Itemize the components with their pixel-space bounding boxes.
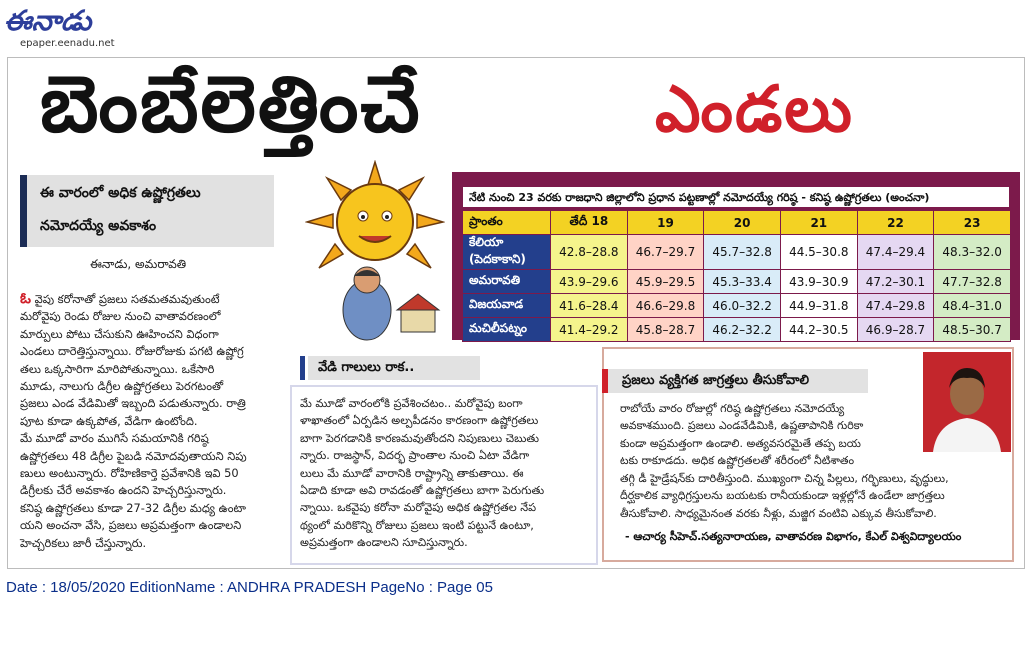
heat-wave-text: [300, 395, 592, 552]
right-line: తీసుకోవాలి. సాధ్యమైనంత వరకు నీళ్లు, మజ్జిగ వంటివి ఎక్కువ తీసుకోవాలి.: [620, 506, 937, 520]
temperature-table: [462, 210, 1011, 342]
left-first-line: [20, 290, 282, 308]
table-cell: 44.9–31.8: [780, 294, 857, 318]
header-date: 19: [627, 211, 704, 235]
heat-wave-tag: వేడి గాలులు రాక..: [308, 356, 480, 380]
table-cell: 46.7–29.7: [627, 235, 704, 270]
table-cell: 47.7–32.8: [934, 270, 1011, 294]
header-date: 21: [780, 211, 857, 235]
table-row: [463, 318, 1011, 342]
table-cell: 47.4–29.4: [857, 235, 934, 270]
mid-line: మే మూడో వారంలోకి ప్రవేశించటం.. మరోవైపు బంగా: [300, 397, 523, 410]
left-line: పూట కూడా ఉక్కపోత, వేడిగా ఉంటోంది.: [20, 413, 198, 428]
table-cell: 48.4–31.0: [934, 294, 1011, 318]
table-cell: 46.9–28.7: [857, 318, 934, 342]
row-place: కేలియా (పెదకాకాని): [463, 235, 551, 270]
left-line: హెచ్చరికలు జారీ చేస్తున్నారు.: [20, 535, 147, 550]
sun-illustration: [305, 160, 445, 350]
row-place: అమరావతి: [463, 270, 551, 294]
expert-signature: - ఆచార్య సీహెచ్‌.సత్యనారాయణ, వాతావరణ విభాగం, కేఎల్‌ విశ్వవిద్యాలయం: [625, 530, 962, 543]
mid-line: న్నారు. రాజస్థాన్, విదర్భ ప్రాంతాల నుంచి ఏటా వేడిగా: [300, 449, 530, 463]
left-line: ప్రజలు ఎండ వేడిమితో ఇబ్బంది పడుతున్నారు. రాత్రి: [20, 396, 246, 411]
row-place: విజయవాడ: [463, 294, 551, 318]
logo-text: ఈనాడు: [4, 4, 92, 36]
right-line: రాబోయే వారం రోజుల్లో గరిష్ఠ ఉష్ణోగ్రతలు నమోదయ్యే: [620, 402, 845, 415]
left-line: యని అంచనా వేసి, ప్రజలు అప్రమత్తంగా ఉండాలని: [20, 518, 242, 533]
mid-line: అప్రమత్తంగా ఉండాలని సూచిస్తున్నారు.: [300, 536, 468, 550]
right-line: కుండా అప్రమత్తంగా ఉండాలి. అత్యవసరమైతే తప్ప బయ: [620, 436, 861, 450]
table-cell: 44.5–30.8: [780, 235, 857, 270]
left-line: మార్పులు పోటు చేసుకుని ఊహించని విధంగా: [20, 326, 219, 341]
table-cell: 48.3–32.0: [934, 235, 1011, 270]
table-row: [463, 294, 1011, 318]
left-article-column: [20, 290, 282, 552]
edition-footer: Date : 18/05/2020 EditionName : ANDHRA PRADESH PageNo : Page 05: [6, 579, 493, 596]
table-header-row: [463, 211, 1011, 235]
sun-face-icon: [337, 184, 413, 260]
headline-red: ఎండలు: [655, 73, 854, 147]
table-cell: 43.9–30.9: [780, 270, 857, 294]
mid-line: బాగా పెరగడానికి కారణమవుతోందని నిపుణులు చెబుతు: [300, 431, 539, 445]
table-row: [463, 235, 1011, 270]
table-cell: 47.2–30.1: [857, 270, 934, 294]
table-row: [463, 270, 1011, 294]
header-date: 22: [857, 211, 934, 235]
mid-line: న్నాయి. ఒకవైపు కరోనా మరోవైపు అధిక ఉష్ణోగ్రతల నేప: [300, 501, 537, 515]
left-line: మరోవైపు రెండు రోజుల నుంచి వాతావరణంలో: [20, 309, 221, 324]
left-line: మే మూడో వారం ముగిసే సమయానికి గరిష్ఠ: [20, 431, 209, 446]
mid-line: లులు మే మూడో వారానికి రాష్ట్రాన్ని తాకుతాయి. ఈ: [300, 466, 524, 480]
headline-black: బెంబేలెత్తించే: [40, 60, 422, 150]
table-cell: 46.2–32.2: [704, 318, 781, 342]
table-cell: 41.4–29.2: [551, 318, 628, 342]
table-cell: 43.9–29.6: [551, 270, 628, 294]
left-first-line-text: వైపు కరోనాతో ప్రజలు సతమతమవుతుంటే: [30, 292, 220, 306]
mid-line: ఏడాది కూడా అవి రావడంతో ఉష్ణోగ్రతలు బాగా పెరుగుతు: [300, 484, 545, 498]
header-date: 23: [934, 211, 1011, 235]
expert-photo: [923, 352, 1011, 452]
table-cell: 47.4–29.8: [857, 294, 934, 318]
header-date: 20: [704, 211, 781, 235]
subhead-line-2: నమోదయ్యే అవకాశం: [40, 218, 157, 234]
right-line: అవకాశముంది. ప్రజలు ఎండవేడిమికి, ఉష్ణతాపానికి గురికా: [620, 419, 864, 433]
epaper-url: epaper.eenadu.net: [20, 38, 115, 49]
subhead-line-1: ఈ వారంలో అధిక ఉష్ణోగ్రతలు: [40, 185, 201, 201]
temperature-table-title: నేటి నుంచి 23 వరకు రాజధాని జిల్లాలోని ప్రధాన పట్టణాల్లో నమోదయ్యే గరిష్ఠ - కనిష్ఠ ఉష్ణోగ్రతలు (అంచనా): [462, 186, 1010, 208]
expert-advice-tag: ప్రజలు వ్యక్తిగత జాగ్రత్తలు తీసుకోవాలి: [608, 369, 868, 393]
byline: ఈనాడు, అమరావతి: [90, 257, 187, 271]
table-cell: 44.2–30.5: [780, 318, 857, 342]
left-line: డిగ్రీలకు చేరే అవకాశం ఉందని హెచ్చరిస్తున్నారు.: [20, 483, 227, 498]
table-cell: 46.6–29.8: [627, 294, 704, 318]
sweating-man-icon: [343, 267, 439, 340]
right-line: టకు రాకూడదు. అధిక ఉష్ణోగ్రతలతో శరీరంలో నీటిశాతం: [620, 454, 855, 468]
eenadu-logo: [2, 2, 137, 36]
table-cell: 48.5–30.7: [934, 318, 1011, 342]
left-line: తలు ఒక్కసారిగా మారిపోతున్నాయి. ఒకేసారి: [20, 361, 215, 376]
house-icon: [401, 310, 435, 332]
expert-advice-text: [620, 400, 920, 470]
left-line: కనిష్ఠ ఉష్ణోగ్రతలు కూడా 27-32 డిగ్రీల మధ్య ఉంటా: [20, 500, 246, 515]
mid-line: ళాఖాతంలో ఏర్పడిన అల్పపీడనం కారణంగా ఉష్ణోగ్రతలు: [300, 414, 539, 428]
table-cell: 45.3–33.4: [704, 270, 781, 294]
expert-advice-text-wide: [620, 470, 1000, 522]
heat-wave-tag-bar: [300, 356, 305, 380]
left-line: ఎండలు దారెత్తిస్తున్నాయి. రోజురోజుకు పగటి ఉష్ణోగ్ర: [20, 344, 244, 359]
right-line: దీర్ఘకాలిక వ్యాధిగ్రస్తులను బయటకు రానీయకుండా ఇళ్లల్లోనే ఉండేలా జాగ్రత్తలు: [620, 489, 945, 503]
table-cell: 46.0–32.2: [704, 294, 781, 318]
header-date: తేదీ 18: [551, 211, 628, 235]
table-cell: 45.7–32.8: [704, 235, 781, 270]
left-line: మూడు, నాలుగు డిగ్రీల ఉష్ణోగ్రతలు పెరగటంతో: [20, 379, 224, 394]
table-cell: 45.9–29.5: [627, 270, 704, 294]
left-line: ణులు అంటున్నారు. రోహిణికార్తె ప్రవేశానికి ఇవి 50: [20, 466, 239, 481]
table-cell: 42.8–28.8: [551, 235, 628, 270]
table-cell: 41.6–28.4: [551, 294, 628, 318]
left-line: ఉష్ణోగ్రతలు 48 డిగ్రీల పైబడి నమోదవుతాయని నిపు: [20, 448, 247, 463]
header-place: ప్రాంతం: [463, 211, 551, 235]
right-line: తగ్గి డీ హైడ్రేషన్‌కు దారితీస్తుంది. ముఖ్యంగా చిన్న పిల్లలు, గర్భిణులు, వృద్ధులు,: [620, 472, 949, 485]
mid-line: థ్యంలో మరికొన్ని రోజులు ప్రజలు ఇంటి పట్టునే ఉంటూ,: [300, 518, 534, 532]
drop-cap: ఓ: [20, 289, 31, 307]
subhead-accent-bar: [20, 175, 27, 247]
row-place: మచిలీపట్నం: [463, 318, 551, 342]
table-cell: 45.8–28.7: [627, 318, 704, 342]
